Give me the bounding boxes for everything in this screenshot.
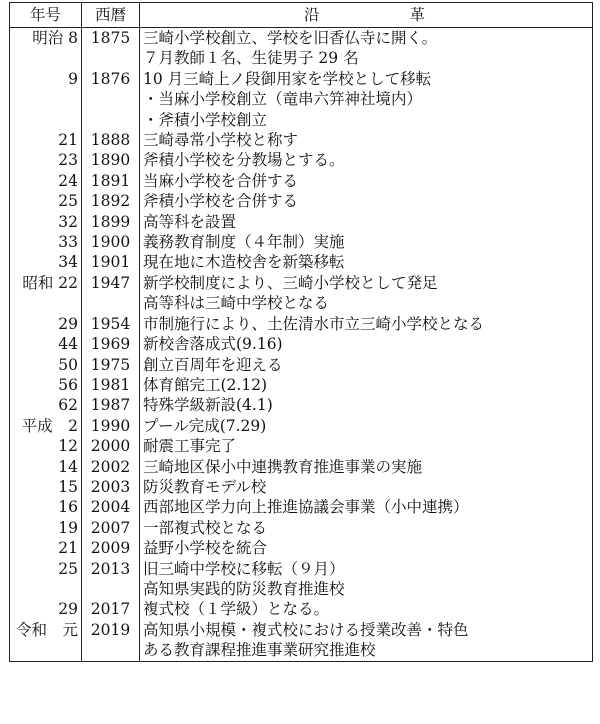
era-cell: 21	[10, 130, 82, 150]
era-cell: 12	[10, 436, 82, 456]
era-cell: 44	[10, 334, 82, 354]
event-cell: 義務教育制度（４年制）実施	[140, 232, 593, 252]
year-cell: 2004	[82, 497, 140, 517]
table-row	[10, 395, 593, 415]
table-row	[10, 599, 593, 619]
year-cell: 2019	[82, 620, 140, 640]
year-cell: 1899	[82, 212, 140, 232]
event-cell: 高知県実践的防災教育推進校	[140, 579, 593, 599]
year-cell	[82, 48, 140, 68]
table-row	[10, 212, 593, 232]
table-row	[10, 640, 593, 661]
year-cell: 1900	[82, 232, 140, 252]
table-row	[10, 620, 593, 640]
event-cell: 高等科を設置	[140, 212, 593, 232]
era-cell	[10, 48, 82, 68]
year-cell: 1990	[82, 416, 140, 436]
table-row	[10, 334, 593, 354]
year-cell: 1981	[82, 375, 140, 395]
event-cell: 複式校（１学級）となる。	[140, 599, 593, 619]
year-cell	[82, 640, 140, 661]
event-cell: ・当麻小学校創立（竜串六笄神社境内）	[140, 89, 593, 109]
year-cell: 1890	[82, 150, 140, 170]
year-cell: 1892	[82, 191, 140, 211]
history-rows	[10, 28, 593, 662]
table-row	[10, 497, 593, 517]
era-cell: 14	[10, 457, 82, 477]
event-cell: 三崎尋常小学校と称す	[140, 130, 593, 150]
event-cell: プール完成(7.29)	[140, 416, 593, 436]
era-cell: 56	[10, 375, 82, 395]
table-row	[10, 375, 593, 395]
era-column-header: 年号	[10, 3, 82, 28]
event-cell: 斧積小学校を分教場とする。	[140, 150, 593, 170]
table-row	[10, 416, 593, 436]
year-cell: 1888	[82, 130, 140, 150]
year-cell	[82, 89, 140, 109]
era-cell: 23	[10, 150, 82, 170]
event-cell: 防災教育モデル校	[140, 477, 593, 497]
event-cell: 高等科は三崎中学校となる	[140, 293, 593, 313]
era-cell: 15	[10, 477, 82, 497]
table-row	[10, 293, 593, 313]
table-row	[10, 477, 593, 497]
era-cell: 明治 8	[10, 28, 82, 49]
year-cell: 2003	[82, 477, 140, 497]
table-row	[10, 559, 593, 579]
year-cell: 1901	[82, 252, 140, 272]
table-row	[10, 579, 593, 599]
event-cell: 西部地区学力向上推進協議会事業（小中連携）	[140, 497, 593, 517]
era-cell: 33	[10, 232, 82, 252]
table-row	[10, 89, 593, 109]
event-cell: 旧三崎中学校に移転（９月）	[140, 559, 593, 579]
event-cell: 一部複式校となる	[140, 518, 593, 538]
event-cell: 市制施行により、土佐清水市立三崎小学校となる	[140, 314, 593, 334]
event-cell: 耐震工事完了	[140, 436, 593, 456]
table-row	[10, 314, 593, 334]
year-cell: 1947	[82, 273, 140, 293]
table-row	[10, 436, 593, 456]
table-row	[10, 457, 593, 477]
year-cell: 1876	[82, 69, 140, 89]
table-row	[10, 130, 593, 150]
year-cell: 1954	[82, 314, 140, 334]
table-row	[10, 518, 593, 538]
era-cell: 平成 2	[10, 416, 82, 436]
event-cell: ７月教師１名、生徒男子 29 名	[140, 48, 593, 68]
event-cell: 三崎地区保小中連携教育推進事業の実施	[140, 457, 593, 477]
era-cell	[10, 110, 82, 130]
event-cell: 10 月三崎上ノ段御用家を学校として移転	[140, 69, 593, 89]
era-cell: 16	[10, 497, 82, 517]
table-row	[10, 150, 593, 170]
year-cell	[82, 579, 140, 599]
table-row	[10, 110, 593, 130]
era-cell: 19	[10, 518, 82, 538]
event-cell: 現在地に木造校舎を新築移転	[140, 252, 593, 272]
era-cell: 24	[10, 171, 82, 191]
year-cell: 2000	[82, 436, 140, 456]
table-row	[10, 69, 593, 89]
year-cell: 2017	[82, 599, 140, 619]
event-cell: 体育館完工(2.12)	[140, 375, 593, 395]
event-cell: 斧積小学校を合併する	[140, 191, 593, 211]
event-cell: 益野小学校を統合	[140, 538, 593, 558]
era-cell: 25	[10, 559, 82, 579]
event-cell: 当麻小学校を合併する	[140, 171, 593, 191]
era-cell: 50	[10, 355, 82, 375]
year-cell: 2002	[82, 457, 140, 477]
table-row	[10, 232, 593, 252]
era-cell: 34	[10, 252, 82, 272]
era-cell: 昭和 22	[10, 273, 82, 293]
table-row	[10, 28, 593, 49]
era-cell	[10, 293, 82, 313]
year-cell: 2013	[82, 559, 140, 579]
year-cell: 1987	[82, 395, 140, 415]
table-row	[10, 252, 593, 272]
event-cell: 創立百周年を迎える	[140, 355, 593, 375]
era-cell	[10, 579, 82, 599]
year-cell: 1875	[82, 28, 140, 49]
event-cell: 高知県小規模・複式校における授業改善・特色	[140, 620, 593, 640]
era-cell: 9	[10, 69, 82, 89]
era-cell	[10, 89, 82, 109]
table-row	[10, 273, 593, 293]
table-row	[10, 171, 593, 191]
year-cell	[82, 293, 140, 313]
table-row	[10, 538, 593, 558]
era-cell: 令和 元	[10, 620, 82, 640]
year-cell: 1975	[82, 355, 140, 375]
history-table-container	[9, 2, 592, 662]
year-cell: 1969	[82, 334, 140, 354]
era-cell	[10, 640, 82, 661]
header-row	[10, 3, 593, 28]
event-cell: 三崎小学校創立、学校を旧香仏寺に開く。	[140, 28, 593, 49]
school-history-table	[9, 2, 593, 662]
era-cell: 21	[10, 538, 82, 558]
era-cell: 25	[10, 191, 82, 211]
year-cell: 2009	[82, 538, 140, 558]
era-cell: 29	[10, 599, 82, 619]
table-row	[10, 355, 593, 375]
table-row	[10, 48, 593, 68]
year-column-header: 西暦	[82, 3, 140, 28]
event-cell: ・斧積小学校創立	[140, 110, 593, 130]
era-cell: 29	[10, 314, 82, 334]
event-cell: 特殊学級新設(4.1)	[140, 395, 593, 415]
year-cell: 1891	[82, 171, 140, 191]
era-cell: 32	[10, 212, 82, 232]
event-cell: 新学校制度により、三崎小学校として発足	[140, 273, 593, 293]
event-cell: 新校舎落成式(9.16)	[140, 334, 593, 354]
year-cell: 2007	[82, 518, 140, 538]
era-cell: 62	[10, 395, 82, 415]
year-cell	[82, 110, 140, 130]
event-cell: ある教育課程推進事業研究推進校	[140, 640, 593, 661]
event-column-header: 沿革	[140, 3, 593, 28]
table-row	[10, 191, 593, 211]
